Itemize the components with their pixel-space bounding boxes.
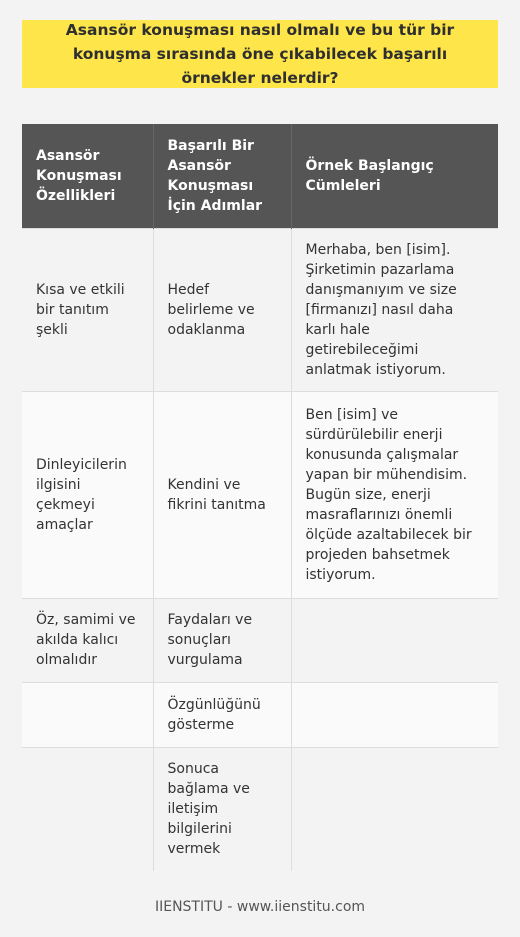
table-cell: Özgünlüğünü gösterme — [153, 682, 291, 747]
table-cell: Kendini ve fikrini tanıtma — [153, 391, 291, 598]
table-cell: Faydaları ve sonuçları vurgulama — [153, 598, 291, 682]
table-cell: Öz, samimi ve akılda kalıcı olmalıdır — [22, 598, 153, 682]
table-row — [22, 682, 498, 747]
table-cell — [22, 747, 153, 871]
table-cell: Sonuca bağlama ve iletişim bilgilerini vermek — [153, 747, 291, 871]
table-cell: Dinleyicilerin ilgisini çekmeyi amaçlar — [22, 391, 153, 598]
table-cell: Merhaba, ben [isim]. Şirketimin pazarlama danışmanıyım ve size [firmanızı] nasıl daha karlı hale getirebileceğimi anlatmak istiyorum. — [291, 228, 498, 391]
table-cell — [22, 682, 153, 747]
table-row — [22, 598, 498, 682]
table-cell — [291, 682, 498, 747]
table-cell: Ben [isim] ve sürdürülebilir enerji konusunda çalışmalar yapan bir mühendisim. Bugün size, enerji masraflarınızı önemli ölçüde azaltabilecek bir projeden bahsetmek istiyorum. — [291, 391, 498, 598]
table-row — [22, 747, 498, 871]
table-cell: Kısa ve etkili bir tanıtım şekli — [22, 228, 153, 391]
column-header-steps: Başarılı Bir Asansör Konuşması İçin Adımlar — [153, 124, 291, 228]
table-cell: Hedef belirleme ve odaklanma — [153, 228, 291, 391]
table-row — [22, 391, 498, 598]
column-header-examples: Örnek Başlangıç Cümleleri — [291, 124, 498, 228]
table-cell — [291, 747, 498, 871]
table-cell — [291, 598, 498, 682]
page-title — [22, 20, 498, 88]
column-header-features: Asansör Konuşması Özellikleri — [22, 124, 153, 228]
page-title-text: Asansör konuşması nasıl olmalı ve bu tür bir konuşma sırasında öne çıkabilecek başarılı örnekler nelerdir? — [65, 21, 455, 87]
comparison-table — [22, 124, 498, 871]
table-header-row — [22, 124, 498, 228]
footer-source: IIENSTITU - www.iienstitu.com — [154, 899, 366, 915]
table-row — [22, 228, 498, 391]
